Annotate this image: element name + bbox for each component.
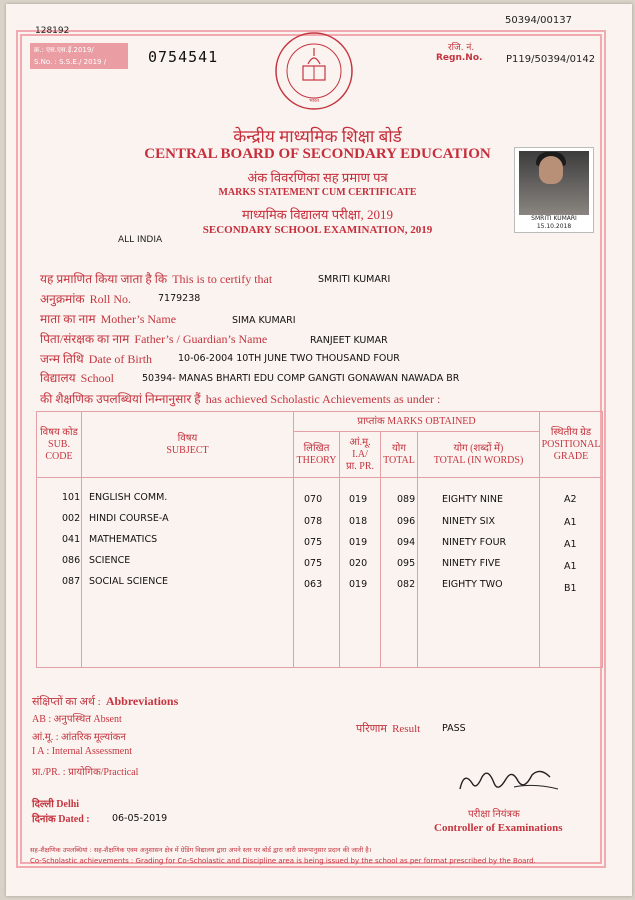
abbrev-practical: प्रा./PR. : प्रायोगिक/Practical <box>32 767 139 778</box>
row-4-theory: 075 <box>304 558 323 569</box>
dob-value: 10-06-2004 10TH JUNE TWO THOUSAND FOUR <box>178 353 400 364</box>
row-4-total: 095 <box>397 558 416 569</box>
certify-intro-hindi: यह प्रमाणित किया जाता है कि <box>40 272 168 286</box>
row-4-code: 086 <box>62 555 81 566</box>
result-label-hindi: परिणाम <box>356 723 387 735</box>
header-theory <box>294 432 340 478</box>
ia-column <box>340 478 381 668</box>
exam-title: SECONDARY SCHOOL EXAMINATION, 2019 <box>202 224 433 236</box>
father-name: RANJEET KUMAR <box>310 335 388 346</box>
regn-label: Regn.No. <box>436 53 483 63</box>
row-4-grade: A1 <box>564 561 577 572</box>
certify-line <box>40 268 272 287</box>
row-5-grade: B1 <box>564 583 577 594</box>
father-line <box>40 328 267 347</box>
header-code-hindi: विषय कोड <box>40 426 78 438</box>
row-3-code: 041 <box>62 534 81 545</box>
abbrev-absent: AB : अनुपस्थित Absent <box>32 714 122 725</box>
row-2-words: NINETY SIX <box>442 516 495 527</box>
result-value: PASS <box>442 723 466 734</box>
serial-number: 128192 <box>35 26 70 36</box>
subject-column <box>82 478 294 668</box>
serial-label-box <box>30 43 128 69</box>
certify-intro: This is to certify that <box>172 272 273 286</box>
header-words-hindi: योग (शब्दों में) <box>453 442 504 454</box>
controller-title-hindi: परीक्षा नियंत्रक <box>468 809 520 820</box>
row-2-ia: 018 <box>349 516 368 527</box>
header-grade <box>540 412 603 478</box>
photo-face <box>539 156 563 184</box>
board-name-hindi: केन्द्रीय माध्यमिक शिक्षा बोर्ड <box>233 127 402 146</box>
abbrev-ia-hindi: आं.मू. : आंतरिक मूल्यांकन <box>32 732 126 743</box>
row-4-subject: SCIENCE <box>89 555 131 566</box>
certificate-number: 0754541 <box>148 48 219 66</box>
photo-caption-date: 15.10.2018 <box>536 223 572 230</box>
header-subject-text: SUBJECT <box>166 444 209 456</box>
regn-label-hindi: रजि. नं. <box>448 43 475 53</box>
row-1-ia: 019 <box>349 494 368 505</box>
header-words <box>418 432 540 478</box>
row-2-subject: HINDI COURSE-A <box>89 513 169 524</box>
header-marks-text: MARKS OBTAINED <box>387 415 476 427</box>
abbreviations-title-text: Abbreviations <box>105 694 179 708</box>
exam-scope: ALL INDIA <box>118 235 163 245</box>
abbreviations-title-hindi: संक्षिप्तों का अर्थ : <box>32 696 101 708</box>
header-ia-1: I.A/ <box>352 448 368 460</box>
header-grade-1: POSITIONAL <box>541 438 601 450</box>
row-3-total: 094 <box>397 537 416 548</box>
header-ia-2: प्रा. PR. <box>345 460 374 472</box>
student-photo <box>514 147 594 233</box>
statement-title: MARKS STATEMENT CUM CERTIFICATE <box>218 187 417 198</box>
grade-column <box>540 478 603 668</box>
header-subject-hindi: विषय <box>177 432 198 444</box>
row-5-theory: 063 <box>304 579 323 590</box>
dob-line <box>40 348 152 367</box>
row-1-total: 089 <box>397 494 416 505</box>
achievement-text: has achieved Scholastic Achievements as under : <box>205 392 441 406</box>
school-label: School <box>80 371 114 385</box>
row-1-words: EIGHTY NINE <box>442 494 503 505</box>
school-name: 50394- MANAS BHARTI EDU COMP GANGTI GONAWAN NAWADA BR <box>142 373 460 384</box>
cbse-logo-icon <box>273 30 355 112</box>
result-label-text: Result <box>392 723 421 735</box>
controller-signature <box>454 763 564 797</box>
regn-number: P119/50394/0142 <box>506 54 596 65</box>
mother-label-hindi: माता का नाम <box>40 312 96 326</box>
row-3-subject: MATHEMATICS <box>89 534 158 545</box>
roll-label-hindi: अनुक्रमांक <box>40 292 85 306</box>
row-2-total: 096 <box>397 516 416 527</box>
row-5-total: 082 <box>397 579 416 590</box>
header-subject <box>82 412 294 478</box>
header-sub-code <box>37 412 82 478</box>
school-ref-number: 50394/00137 <box>505 15 572 26</box>
father-label: Father’s / Guardian’s Name <box>134 332 268 346</box>
row-3-words: NINETY FOUR <box>442 537 507 548</box>
header-theory-hindi: लिखित <box>303 442 330 454</box>
header-grade-2: GRADE <box>553 450 589 462</box>
row-3-ia: 019 <box>349 537 368 548</box>
issue-place: दिल्ली Delhi <box>32 799 80 810</box>
roll-label: Roll No. <box>89 292 131 306</box>
row-5-ia: 019 <box>349 579 368 590</box>
header-total-text: TOTAL <box>383 454 415 466</box>
mother-name: SIMA KUMARI <box>232 315 296 326</box>
dob-label-hindi: जन्म तिथि <box>40 352 84 366</box>
row-1-grade: A2 <box>564 494 577 505</box>
header-theory-text: THEORY <box>296 454 337 466</box>
row-4-words: NINETY FIVE <box>442 558 501 569</box>
school-label-hindi: विद्यालय <box>40 371 76 385</box>
row-4-ia: 020 <box>349 558 368 569</box>
header-ia <box>340 432 381 478</box>
header-code-1: SUB. <box>48 438 70 450</box>
row-5-code: 087 <box>62 576 81 587</box>
header-marks-hindi: प्राप्तांक <box>357 415 385 427</box>
serial-label-hindi: क्र.: एस.एस.ई.2019/ <box>34 46 94 54</box>
student-name: SMRITI KUMARI <box>318 274 391 285</box>
words-column <box>418 478 540 668</box>
mother-label: Mother’s Name <box>100 312 177 326</box>
header-words-text: TOTAL (IN WORDS) <box>433 454 524 466</box>
header-total-hindi: योग <box>391 442 407 454</box>
theory-column <box>294 478 340 668</box>
row-2-theory: 078 <box>304 516 323 527</box>
row-1-theory: 070 <box>304 494 323 505</box>
photo-caption-name: SMRITI KUMARI <box>531 215 577 222</box>
result-label <box>356 717 420 736</box>
logo-bottom-text: भारत <box>309 98 319 104</box>
row-5-words: EIGHTY TWO <box>442 579 503 590</box>
header-ia-hindi: आं.मू. <box>349 436 371 448</box>
board-name: CENTRAL BOARD OF SECONDARY EDUCATION <box>144 146 491 162</box>
row-1-code: 101 <box>62 492 81 503</box>
row-3-grade: A1 <box>564 539 577 550</box>
total-column <box>381 478 418 668</box>
header-grade-hindi: स्थितीय ग्रेड <box>550 426 592 438</box>
achievement-text-hindi: की शैक्षणिक उपलब्धियां निम्नानुसार हैं <box>40 392 201 406</box>
statement-title-hindi: अंक विवरणिका सह प्रमाण पत्र <box>247 170 388 185</box>
mother-line <box>40 308 176 327</box>
abbreviations-title <box>32 690 178 709</box>
code-column <box>37 478 82 668</box>
dated-value: 06-05-2019 <box>112 813 168 824</box>
footer-note-hindi: सह-शैक्षणिक उपलब्धियां : सह-शैक्षणिक एवम अनुशासन क्षेत्र में ग्रेडिंग विद्यालय द्वारा अपने स्तर पर बोर्ड द्वारा जारी प्रारूपानुसार प्रदान की जाती है। <box>30 846 372 854</box>
father-label-hindi: पिता/संरक्षक का नाम <box>40 332 130 346</box>
row-5-subject: SOCIAL SCIENCE <box>89 576 168 587</box>
row-2-grade: A1 <box>564 517 577 528</box>
dob-label: Date of Birth <box>88 352 153 366</box>
achievement-line <box>40 388 440 407</box>
abbrev-ia: I A : Internal Assessment <box>32 746 132 757</box>
roll-number: 7179238 <box>158 293 201 304</box>
serial-label-english: S.No. : S.S.E./ 2019 / <box>34 58 107 66</box>
row-2-code: 002 <box>62 513 81 524</box>
header-marks-obtained <box>294 412 540 432</box>
exam-title-hindi: माध्यमिक विद्यालय परीक्षा, 2019 <box>242 207 393 222</box>
controller-title: Controller of Examinations <box>434 822 563 834</box>
roll-line <box>40 288 131 307</box>
footer-note: Co-Scholastic achievements : Grading for Co-Scholastic and Discipline area is being issued by the school as per format prescribed by the Board. <box>30 857 536 865</box>
dated-label: दिनांक Dated : <box>32 814 90 825</box>
row-3-theory: 075 <box>304 537 323 548</box>
row-1-subject: ENGLISH COMM. <box>89 492 168 503</box>
header-code-2: CODE <box>45 450 73 462</box>
school-line <box>40 367 114 386</box>
header-total <box>381 432 418 478</box>
